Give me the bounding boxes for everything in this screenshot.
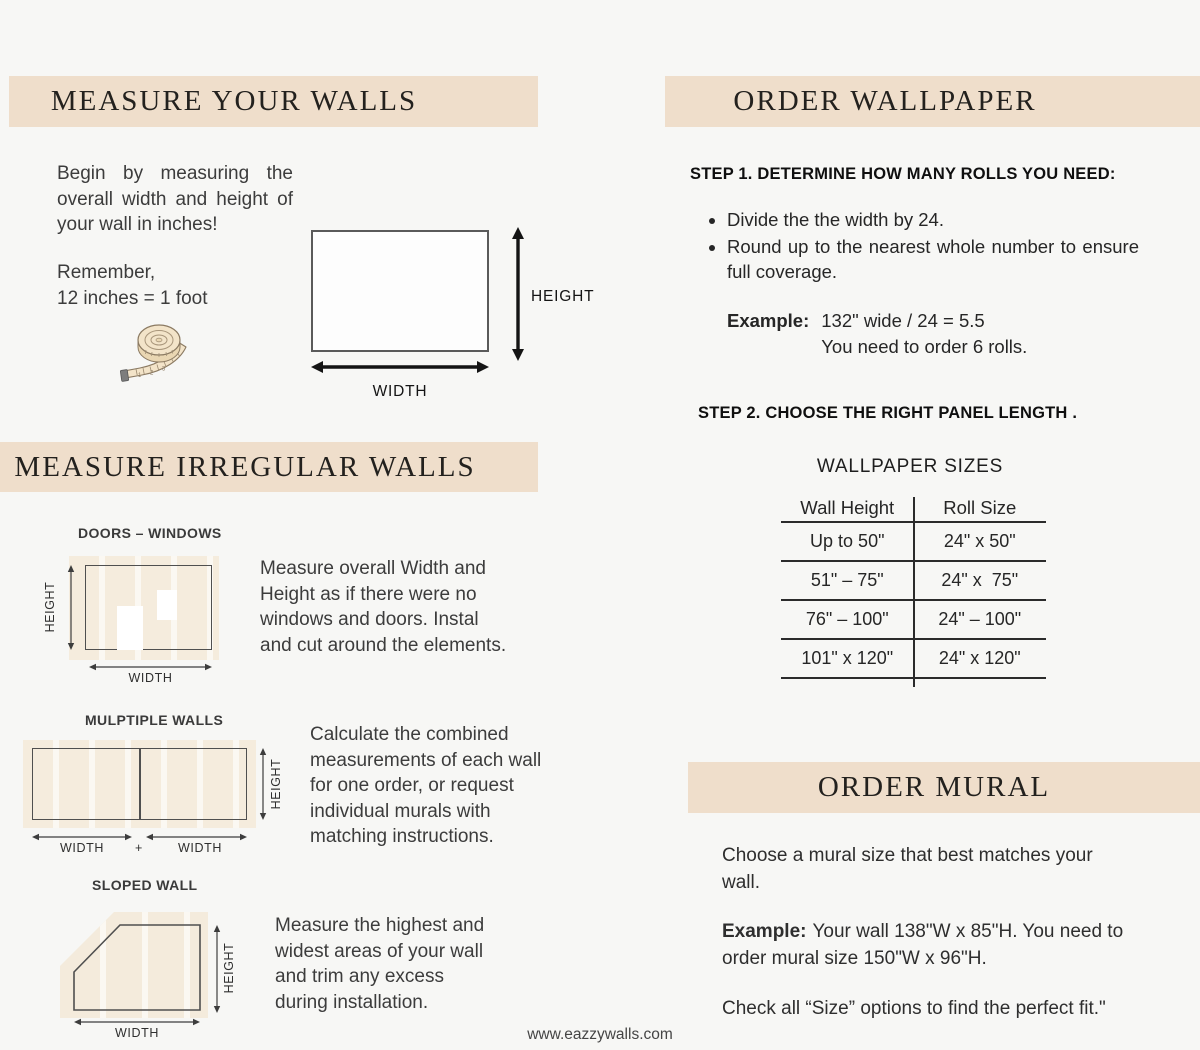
example-line2: You need to order 6 rolls. (821, 335, 1028, 357)
height-arrow-icon (509, 226, 527, 362)
table-column-divider (913, 497, 915, 687)
svg-text:2: 2 (150, 370, 154, 377)
multiple-walls-label: MULPTIPLE WALLS (85, 712, 224, 728)
doors-windows-label: DOORS – WINDOWS (78, 525, 222, 541)
sloped-wall-diagram (52, 900, 222, 1022)
multiple-walls-text: Calculate the combined measurements of each wall for one order, or request individual murals with matching instructions. (310, 724, 542, 847)
example-label: Example: (727, 310, 810, 331)
wallpaper-sizes-table (781, 494, 1046, 679)
rolls-example (727, 308, 1027, 359)
roll-size-cell: 24" x 120" (938, 648, 1021, 668)
door-shape (117, 606, 143, 650)
mural-intro-text: Choose a mural size that best matches your wall. (722, 845, 1093, 893)
measure-intro-text: Begin by measuring the overall width and height of your wall in inches! (57, 163, 293, 235)
width-arrow-icon (310, 358, 490, 376)
wall-height-cell: Up to 50" (810, 531, 885, 551)
height-label: HEIGHT (222, 942, 236, 994)
multiple-walls-diagram-rect (32, 748, 247, 820)
mural-example (722, 919, 1169, 972)
height-arrow-icon (212, 925, 222, 1013)
step2-heading: STEP 2. CHOOSE THE RIGHT PANEL LENGTH . (698, 404, 1078, 422)
step1-heading: STEP 1. DETERMINE HOW MANY ROLLS YOU NEED: (690, 165, 1116, 183)
irregular-walls-title: MEASURE IRREGULAR WALLS (14, 451, 476, 483)
height-arrow-icon (258, 748, 268, 820)
svg-text:3: 3 (162, 366, 166, 373)
remember-text-line1: Remember, (57, 262, 156, 283)
window-shape (157, 590, 177, 620)
wall-height-cell: 76" – 100" (805, 609, 889, 629)
wall-height-cell: 51" – 75" (810, 570, 884, 590)
list-item: • Divide the the width by 24. (727, 207, 1139, 233)
roll-size-cell: 24" x 50" (943, 531, 1016, 551)
height-label: HEIGHT (531, 288, 595, 305)
doors-windows-text: Measure overall Width and Height as if there were no windows and doors. Instal and cut around the elements. (260, 558, 507, 656)
height-label: HEIGHT (43, 581, 57, 633)
example-label: Example: (722, 921, 807, 942)
column-header-roll-size: Roll Size (943, 496, 1017, 518)
list-item: • Round up to the nearest whole number to ensure full coverage. (727, 234, 1139, 285)
width-label: WIDTH (372, 383, 428, 400)
width-label: WIDTH (178, 841, 222, 855)
sloped-wall-text: Measure the highest and widest areas of your wall and trim any excess during installation. (275, 915, 485, 1013)
wall-diagram-rect (311, 230, 489, 352)
height-arrow-icon (66, 565, 76, 650)
width-label: WIDTH (128, 671, 173, 685)
column-header-wall-height: Wall Height (800, 496, 895, 518)
width-label: WIDTH (115, 1026, 159, 1040)
example-content (821, 308, 1027, 359)
mural-note-text: Check all “Size” options to find the perfect fit." (722, 998, 1106, 1019)
measure-walls-title: MEASURE YOUR WALLS (50, 85, 418, 117)
wall-height-cell: 101" x 120" (801, 648, 894, 668)
example-line1: 132" wide / 24 = 5.5 (821, 310, 985, 331)
width-label: WIDTH (60, 841, 104, 855)
plus-sign: + (135, 841, 143, 855)
roll-size-cell: 24" x 75" (941, 570, 1019, 590)
example-text: Your wall 138"W x 85"H. You need to order mural size 150"W x 96"H. (722, 921, 1124, 969)
svg-text:1: 1 (138, 373, 142, 379)
height-label: HEIGHT (269, 758, 283, 810)
order-wallpaper-title: ORDER WALLPAPER (733, 85, 1037, 117)
wall-divider-line (139, 749, 141, 819)
roll-size-cell: 24" – 100" (938, 609, 1022, 629)
sloped-wall-label: SLOPED WALL (92, 877, 198, 893)
wallpaper-sizes-title: WALLPAPER SIZES (816, 456, 1004, 477)
tape-measure-icon (116, 316, 202, 382)
order-mural-title: ORDER MURAL (817, 771, 1051, 803)
rolls-instructions-list (706, 207, 1139, 286)
doors-windows-diagram-rect (85, 565, 212, 650)
remember-text-line2: 12 inches = 1 foot (57, 288, 208, 309)
website-url: www.eazzywalls.com (527, 1026, 673, 1043)
